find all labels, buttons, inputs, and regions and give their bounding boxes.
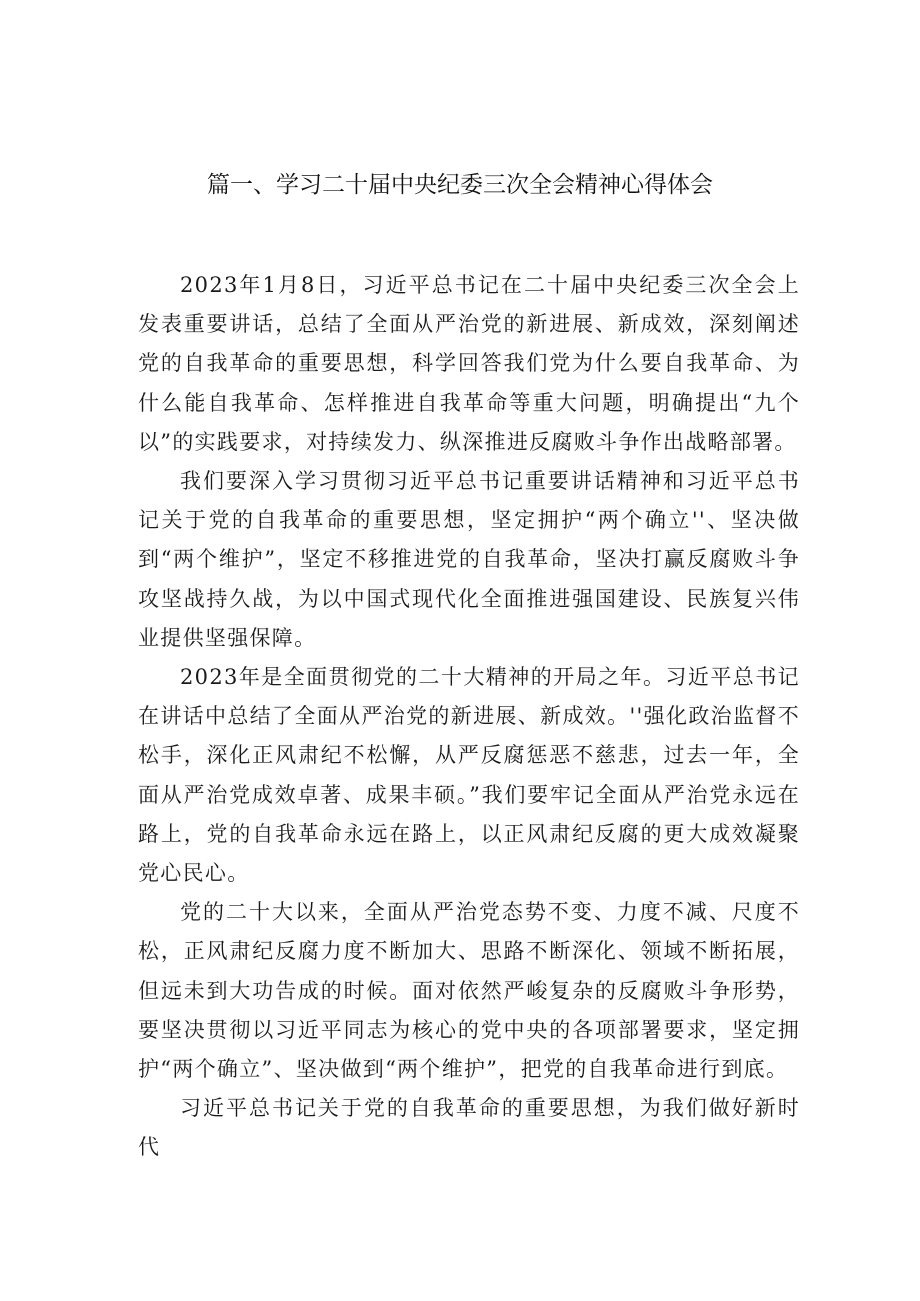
document-title: 篇一、学习二十届中央纪委三次全会精神心得体会 bbox=[207, 172, 713, 198]
paragraph-4: 党的二十大以来，全面从严治党态势不变、力度不减、尺度不松，正风肃纪反腐力度不断加大、思路不断深化、领域不断拓展，但远未到大功告成的时候。面对依然严峻复杂的反腐败斗争形势，要坚决贯彻以习近平同志为核心的党中央的各项部署要求，坚定拥护“两个确立”、坚决做到“两个维护”，把党的自我革命进行到底。 bbox=[138, 900, 800, 1082]
paragraph-1: 2023年1月8日，习近平总书记在二十届中央纪委三次全会上发表重要讲话，总结了全面从严治党的新进展、新成效，深刻阐述党的自我革命的重要思想，科学回答我们党为什么要自我革命、为什么能自我革命、怎样推进自我革命等重大问题，明确提出“九个以”的实践要求，对持续发力、纵深推进反腐败斗争作出战略部署。 bbox=[138, 273, 800, 454]
paragraph-2: 我们要深入学习贯彻习近平总书记重要讲话精神和习近平总书记关于党的自我革命的重要思想，坚定拥护“两个确立''、坚决做到“两个维护”，坚定不移推进党的自我革命，坚决打赢反腐败斗争攻坚战持久战，为以中国式现代化全面推进强国建设、民族复兴伟业提供坚强保障。 bbox=[138, 469, 800, 650]
paragraph-5: 习近平总书记关于党的自我革命的重要思想，为我们做好新时代 bbox=[138, 1096, 800, 1160]
paragraph-3: 2023年是全面贯彻党的二十大精神的开局之年。习近平总书记在讲话中总结了全面从严治党的新进展、新成效。''强化政治监督不松手，深化正风肃纪不松懈，从严反腐惩恶不慈悲，过去一年，全面从严治党成效卓著、成果丰硕。”我们要牢记全面从严治党永远在路上，党的自我革命永远在路上，以正风肃纪反腐的更大成效凝聚党心民心。 bbox=[138, 665, 800, 886]
document-body bbox=[138, 266, 800, 1168]
